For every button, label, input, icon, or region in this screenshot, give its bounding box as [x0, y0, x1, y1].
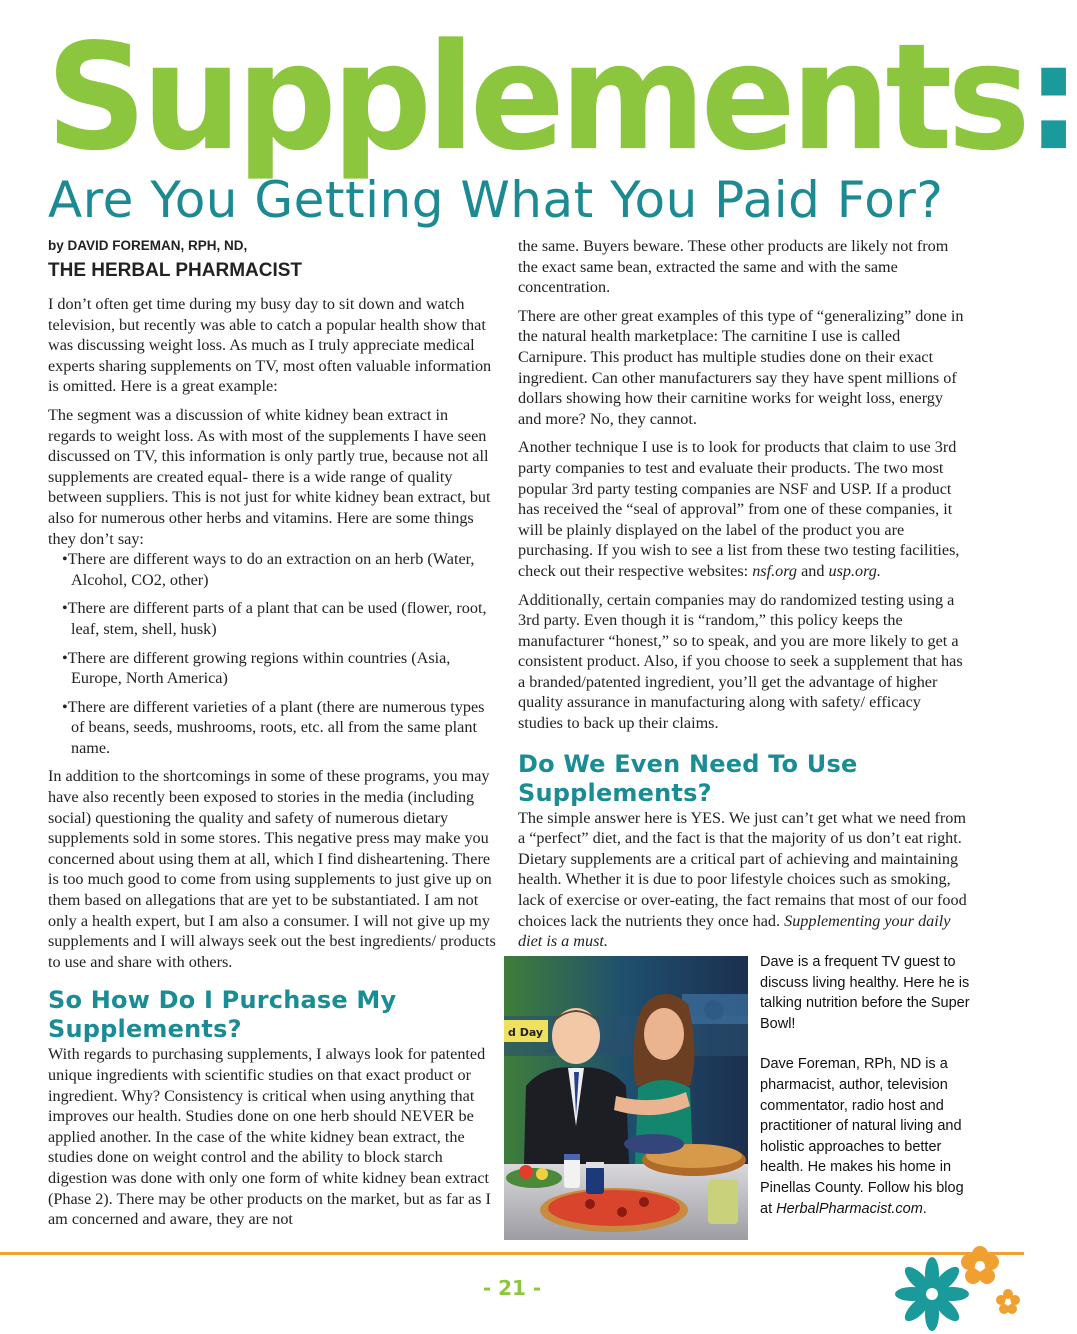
title-colon: : [1025, 12, 1077, 184]
right-paragraph-1: the same. Buyers beware. These other products are likely not from the exact same bean, extracted the same and with the same concentration. [518, 237, 949, 297]
left-paragraph-2: The segment was a discussion of white kidney bean extract in regards to weight loss. As with most of the supplements I have seen discussed on TV, this information is only partly true, because not all supplements are created equal- there is a wide range of quality between suppliers. This is not just for white kidney bean extract, but also for numerous other herbs and vitamins. Here are some things they don’t say: [48, 405, 491, 548]
bullet-list [62, 549, 498, 758]
list-item: • There are different varieties of a plant (there are numerous types of beans, seeds, mushrooms, roots, etc. all from the same plant name. [62, 697, 498, 759]
photo-caption [760, 952, 974, 1239]
page-number: - 21 - [482, 1276, 542, 1300]
woman-face [644, 1008, 684, 1060]
footer-rule [0, 1252, 1024, 1255]
right-paragraph-2: There are other great examples of this type of “generalizing” done in the natural health marketplace: The carnitine I use is called Carnipure. This product has multiple studies done on their exact ingredient. Can other manufacturers say they have spent millions of dollars showing how their carnitine works for weight loss, energy and more? No, they cannot. [518, 306, 964, 428]
byline-author: by DAVID FOREMAN, RPH, ND, [48, 238, 248, 253]
byline-role: THE HERBAL PHARMACIST [48, 260, 303, 281]
supplement-bottle [586, 1166, 604, 1194]
list-item: • There are different parts of a plant that can be used (flower, root, leaf, stem, shell, husk) [62, 598, 498, 639]
right-paragraph-5: The simple answer here is YES. We just can’t get what we need from a “perfect” diet, and the fact is that the majority of us don’t eat right. Dietary supplements are a critical part of achieving and maintaining health. Whether it is due to poor lifestyle choices such as smoking, lack of exercise or over-eating, the fact remains that most of our food choices lack the nutrients they once had. Supplementing your daily diet is a must. [518, 808, 967, 951]
screen-text: d Day [508, 1026, 544, 1039]
right-column [518, 236, 968, 960]
caption-paragraph-1: Dave is a frequent TV guest to discuss living healthy. Here he is talking nutrition before the Super Bowl! [760, 954, 970, 1032]
caption-paragraph-2: Dave Foreman, RPh, ND is a pharmacist, author, television commentator, radio host and practitioner of natural living and holistic approaches to better health. He makes his home in Pinellas County. Follow his blog at HerbalPharmacist.com. [760, 1056, 964, 1217]
nsf-link[interactable]: nsf.org [752, 561, 798, 580]
usp-link[interactable]: usp.org. [828, 561, 881, 580]
emphasis-text: Supplementing your daily diet is a must. [518, 911, 951, 951]
right-paragraph-3: Another technique I use is to look for products that claim to use 3rd party companies to test and evaluate their products. The two most popular 3rd party testing companies are NSF and USP. If a product has received the “seal of approval” from one of these companies, it will be plainly displayed on the label of the product you are purchasing. If you wish to see a list from these two testing facilities, check out their respective websites: nsf.org and usp.org. [518, 438, 960, 580]
flower-decoration-icon [896, 1232, 1024, 1334]
left-column [48, 236, 498, 1238]
tv-studio-photo [504, 956, 748, 1240]
list-item: • There are different ways to do an extraction on an herb (Water, Alcohol, CO2, other) [62, 549, 498, 590]
article-subtitle: Are You Getting What You Paid For? [48, 171, 944, 229]
section-heading-purchase: So How Do I Purchase My Supplements? [48, 986, 397, 1044]
right-paragraph-4: Additionally, certain companies may do randomized testing using a 3rd party. Even though it is “random,” this policy keeps the manufacturer “honest,” so to speak, and you are more likely to get a consistent product. Also, if you choose to seek a supplement that has a branded/patented ingredient, you’ll get the advantage of higher quality assurance in manufacturing along with safety/ efficacy studies to back up their claims. [518, 590, 963, 733]
left-paragraph-4: With regards to purchasing supplements, I always look for patented unique ingredients with scientific studies on that exact product or ingredient. Why? Consistency is critical when using anything that improves our health. Studies done on one herb should NEVER be applied another. In the case of the white kidney bean extract, the studies done on weight control and the ability to block starch digestion was done with only one form of white kidney bean extract (Phase 2). There may be other products on the market, but as far as I am concerned and aware, they are not [48, 1045, 491, 1229]
section-heading-need: Do We Even Need To Use Supplements? [518, 749, 858, 807]
left-paragraph-1: I don’t often get time during my busy day to sit down and watch television, but recently was able to catch a popular health show that was discussing weight loss. As much as I truly appreciate medical experts sharing supplements on TV, most often valuable information is omitted. Here is a great example: [48, 295, 492, 396]
list-item: • There are different growing regions within countries (Asia, Europe, North America) [62, 648, 498, 689]
supplement-bottle [564, 1156, 580, 1188]
photo-illustration [504, 956, 748, 1240]
left-paragraph-3: In addition to the shortcomings in some of these programs, you may have also recently been exposed to stories in the media (including social) questioning the quality and safety of numerous dietary supplements sold in some stores. This negative press may make you concerned about using them at all, which I find disheartening. There is too much good to come from using supplements to just give up on them based on allegations that are yet to be substantiated. I am not only a health expert, but I am also a consumer. I will not give up my supplements and I will always seek out the best ingredients/ products to use and share with others. [48, 767, 496, 971]
article-title: Supplements: [46, 12, 1077, 184]
blog-link[interactable]: HerbalPharmacist.com [776, 1200, 923, 1217]
